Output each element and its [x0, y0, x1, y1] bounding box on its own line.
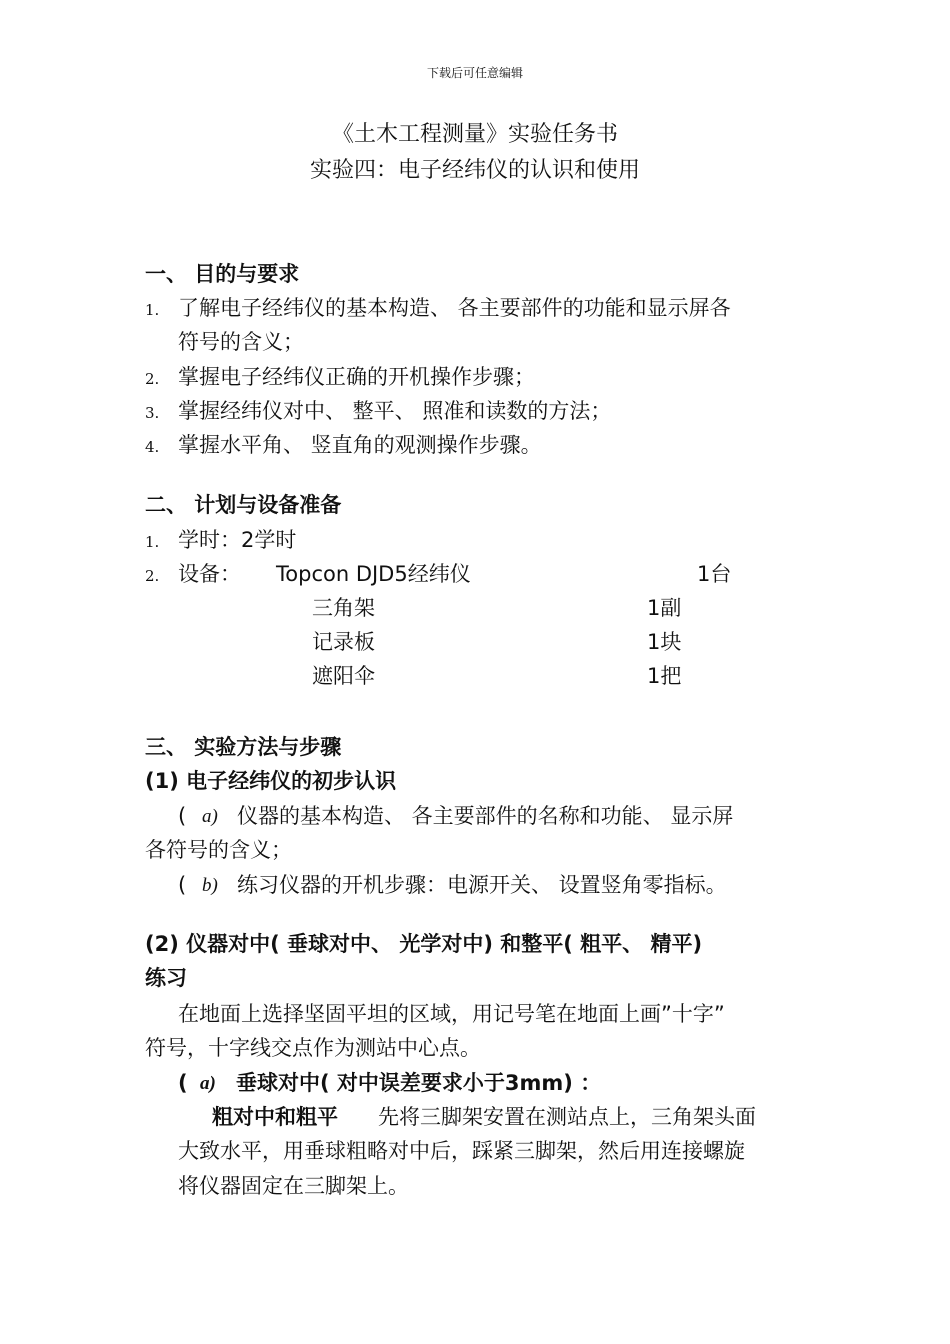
list-item-continuation: 符号的含义； — [178, 330, 304, 354]
paragraph-continuation: 符号，十字线交点作为测站中心点。 — [145, 1036, 481, 1060]
equipment-qty: 1副 — [647, 596, 682, 620]
paragraph-continuation: 大致水平，用垂球粗略对中后，踩紧三脚架，然后用连接螺旋 — [178, 1139, 745, 1163]
list-item: 学时：2学时 — [178, 528, 297, 552]
subsection2-heading: (2) 仪器对中( 垂球对中、 光学对中) 和整平( 粗平、 精平) — [145, 932, 703, 956]
equipment-name: 记录板 — [312, 630, 375, 654]
list-item: 了解电子经纬仪的基本构造、 各主要部件的功能和显示屏各 — [178, 296, 731, 320]
item-letter: b) — [202, 875, 218, 896]
subsection1-heading: (1) 电子经纬仪的初步认识 — [145, 769, 397, 793]
section2-heading: 二、 计划与设备准备 — [145, 493, 342, 517]
equipment-qty: 1台 — [697, 562, 732, 586]
section3-heading: 三、 实验方法与步骤 — [145, 735, 342, 759]
list-item: 仪器的基本构造、 各主要部件的名称和功能、 显示屏 — [237, 804, 734, 828]
equipment-name: Topcon DJD5经纬仪 — [276, 562, 471, 586]
list-number: 4. — [145, 438, 160, 456]
list-item: 掌握经纬仪对中、 整平、 照准和读数的方法； — [178, 399, 612, 423]
section1-heading: 一、 目的与要求 — [145, 262, 300, 286]
list-item: 掌握电子经纬仪正确的开机操作步骤； — [178, 365, 535, 389]
list-number: 2. — [145, 370, 160, 388]
list-number: 2. — [145, 567, 160, 585]
item-letter: a) — [200, 1073, 216, 1094]
list-item: 练习仪器的开机步骤：电源开关、 设置竖角零指标。 — [237, 873, 727, 897]
item-open-paren: ( — [178, 804, 187, 828]
item-open-paren: ( — [178, 873, 187, 897]
list-item-continuation: 各符号的含义； — [145, 838, 292, 862]
equipment-label: 设备： — [178, 562, 241, 586]
equipment-name: 三角架 — [312, 596, 375, 620]
subsection2-heading-continuation: 练习 — [145, 966, 187, 990]
paragraph: 先将三脚架安置在测站点上，三角架头面 — [378, 1105, 756, 1129]
list-number: 1. — [145, 533, 160, 551]
paragraph-continuation: 将仪器固定在三脚架上。 — [178, 1174, 409, 1198]
equipment-qty: 1把 — [647, 664, 682, 688]
paragraph: 在地面上选择坚固平坦的区域，用记号笔在地面上画”十字” — [178, 1002, 725, 1026]
list-number: 1. — [145, 301, 160, 319]
page-header: 下载后可任意编辑 — [426, 66, 523, 80]
rough-centering-title: 粗对中和粗平 — [212, 1105, 338, 1129]
equipment-qty: 1块 — [647, 630, 682, 654]
item-letter: a) — [202, 806, 218, 827]
plumb-centering-heading: 垂球对中( 对中误差要求小于3mm) ： — [236, 1071, 602, 1095]
document-title: 《土木工程测量》实验任务书 — [331, 122, 618, 147]
document-subtitle: 实验四：电子经纬仪的认识和使用 — [309, 158, 640, 183]
equipment-name: 遮阳伞 — [312, 664, 375, 688]
item-open-paren: ( — [178, 1071, 188, 1095]
list-item: 掌握水平角、 竖直角的观测操作步骤。 — [178, 433, 542, 457]
list-number: 3. — [145, 404, 160, 422]
